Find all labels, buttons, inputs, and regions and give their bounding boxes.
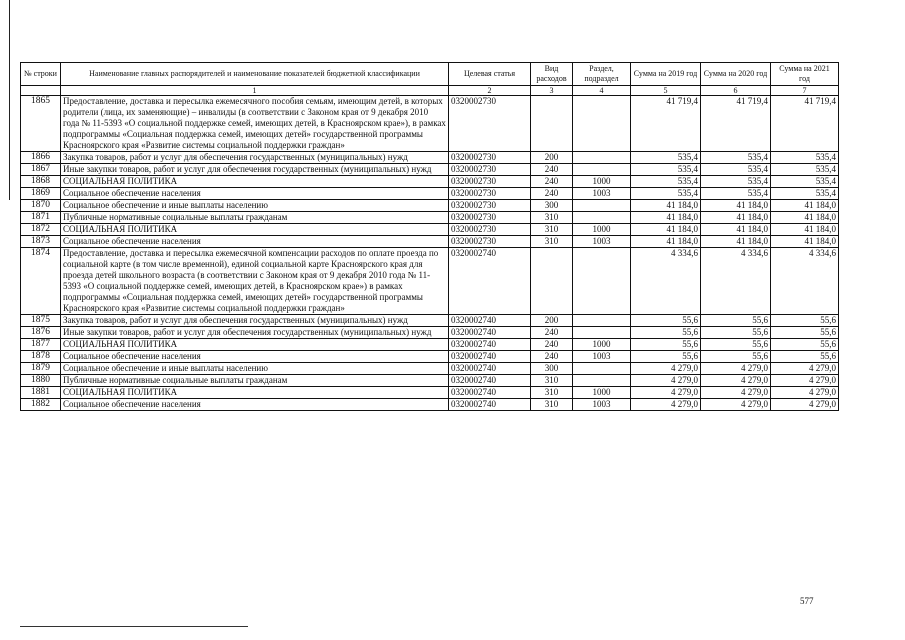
- table-row: [21, 200, 839, 212]
- row-expense-kind: 200: [531, 152, 573, 164]
- row-section: [573, 327, 631, 339]
- header-expense-kind: Вид расходов: [531, 63, 573, 86]
- row-sum-2020: 55,6: [701, 351, 771, 363]
- row-expense-kind: 240: [531, 164, 573, 176]
- row-name: СОЦИАЛЬНАЯ ПОЛИТИКА: [61, 339, 449, 351]
- page-left-edge-line: [9, 0, 10, 200]
- footer-rule: [20, 626, 248, 627]
- row-sum-2019: 4 279,0: [631, 399, 701, 411]
- table-row: [21, 176, 839, 188]
- row-expense-kind: 310: [531, 236, 573, 248]
- row-section: 1000: [573, 339, 631, 351]
- row-name: Социальное обеспечение населения: [61, 399, 449, 411]
- row-section: [573, 152, 631, 164]
- row-target-article: 0320002740: [449, 399, 531, 411]
- row-sum-2019: 55,6: [631, 339, 701, 351]
- column-number: 1: [61, 86, 449, 96]
- row-number: 1871: [21, 212, 61, 224]
- row-name: Социальное обеспечение и иные выплаты населению: [61, 200, 449, 212]
- row-expense-kind: 310: [531, 224, 573, 236]
- row-sum-2019: 41 719,4: [631, 96, 701, 152]
- row-sum-2019: 41 184,0: [631, 200, 701, 212]
- row-name: Закупка товаров, работ и услуг для обеспечения государственных (муниципальных) нужд: [61, 315, 449, 327]
- header-sum-2021: Сумма на 2021 год: [771, 63, 839, 86]
- row-sum-2021: 4 334,6: [771, 248, 839, 315]
- column-number: 7: [771, 86, 839, 96]
- row-number: 1865: [21, 96, 61, 152]
- row-target-article: 0320002730: [449, 200, 531, 212]
- row-sum-2019: 55,6: [631, 315, 701, 327]
- row-section: [573, 164, 631, 176]
- row-target-article: 0320002740: [449, 363, 531, 375]
- row-name: СОЦИАЛЬНАЯ ПОЛИТИКА: [61, 224, 449, 236]
- row-sum-2021: 535,4: [771, 152, 839, 164]
- row-sum-2020: 55,6: [701, 327, 771, 339]
- header-name: Наименование главных распорядителей и наименование показателей бюджетной классификации: [61, 63, 449, 86]
- column-numbers-row: [21, 86, 839, 96]
- row-number: 1882: [21, 399, 61, 411]
- table-row: [21, 164, 839, 176]
- table-row: [21, 387, 839, 399]
- row-sum-2019: 41 184,0: [631, 224, 701, 236]
- row-sum-2021: 55,6: [771, 315, 839, 327]
- table-row: [21, 327, 839, 339]
- table-row: [21, 188, 839, 200]
- table-row: [21, 399, 839, 411]
- row-expense-kind: 310: [531, 399, 573, 411]
- row-number: 1874: [21, 248, 61, 315]
- row-sum-2020: 535,4: [701, 188, 771, 200]
- row-target-article: 0320002740: [449, 339, 531, 351]
- row-sum-2020: 4 279,0: [701, 363, 771, 375]
- page-number: 577: [800, 596, 814, 606]
- row-sum-2021: 535,4: [771, 188, 839, 200]
- row-name: Предоставление, доставка и пересылка ежемесячной компенсации расходов по оплате проезда по социальной карте (в том числе временной), единой социальной карте Красноярского края для проезда детей школьного возраста (в соответствии с Законом края от 9 декабря 2010 года № 11-5393 «О социальной поддержке семей, имеющих детей, в Красноярском крае») в рамках подпрограммы «Социальная поддержка семей, имеющих детей» государственной программы Красноярского края «Развитие системы социальной поддержки граждан»: [61, 248, 449, 315]
- column-number: 3: [531, 86, 573, 96]
- column-number: 6: [701, 86, 771, 96]
- row-sum-2020: 55,6: [701, 315, 771, 327]
- row-name: СОЦИАЛЬНАЯ ПОЛИТИКА: [61, 176, 449, 188]
- row-number: 1872: [21, 224, 61, 236]
- row-expense-kind: 310: [531, 375, 573, 387]
- row-sum-2019: 4 334,6: [631, 248, 701, 315]
- row-section: [573, 248, 631, 315]
- row-sum-2021: 4 279,0: [771, 399, 839, 411]
- row-target-article: 0320002730: [449, 152, 531, 164]
- row-number: 1879: [21, 363, 61, 375]
- row-sum-2019: 535,4: [631, 164, 701, 176]
- row-name: Социальное обеспечение населения: [61, 236, 449, 248]
- row-expense-kind: 310: [531, 212, 573, 224]
- row-number: 1876: [21, 327, 61, 339]
- row-name: Предоставление, доставка и пересылка ежемесячного пособия семьям, имеющим детей, в которых родители (лица, их заменяющие) – инвалиды (в соответствии с Законом края от 9 декабря 2010 года № 11-5393 «О социальной поддержке семей, имеющих детей, в Красноярском крае»), в рамках подпрограммы «Социальная поддержка семей, имеющих детей» государственной программы Красноярского края «Развитие системы социальной поддержки граждан»: [61, 96, 449, 152]
- header-section: Раздел, подраздел: [573, 63, 631, 86]
- row-sum-2020: 41 184,0: [701, 236, 771, 248]
- row-target-article: 0320002740: [449, 315, 531, 327]
- row-expense-kind: 310: [531, 387, 573, 399]
- row-target-article: 0320002730: [449, 236, 531, 248]
- row-target-article: 0320002730: [449, 176, 531, 188]
- row-sum-2021: 4 279,0: [771, 387, 839, 399]
- row-sum-2021: 41 184,0: [771, 200, 839, 212]
- table-row: [21, 315, 839, 327]
- row-sum-2019: 4 279,0: [631, 363, 701, 375]
- row-sum-2021: 4 279,0: [771, 363, 839, 375]
- row-sum-2021: 55,6: [771, 327, 839, 339]
- row-name: Публичные нормативные социальные выплаты гражданам: [61, 212, 449, 224]
- row-name: Публичные нормативные социальные выплаты гражданам: [61, 375, 449, 387]
- row-expense-kind: 300: [531, 200, 573, 212]
- row-name: Закупка товаров, работ и услуг для обеспечения государственных (муниципальных) нужд: [61, 152, 449, 164]
- row-number: 1880: [21, 375, 61, 387]
- budget-table: [20, 62, 839, 411]
- row-expense-kind: 240: [531, 339, 573, 351]
- row-section: [573, 363, 631, 375]
- row-sum-2021: 41 184,0: [771, 236, 839, 248]
- row-section: [573, 200, 631, 212]
- row-sum-2019: 41 184,0: [631, 212, 701, 224]
- row-expense-kind: 240: [531, 327, 573, 339]
- row-target-article: 0320002740: [449, 248, 531, 315]
- row-section: [573, 315, 631, 327]
- row-number: 1870: [21, 200, 61, 212]
- row-sum-2021: 41 184,0: [771, 212, 839, 224]
- row-section: [573, 375, 631, 387]
- row-target-article: 0320002730: [449, 224, 531, 236]
- row-sum-2019: 4 279,0: [631, 387, 701, 399]
- row-sum-2019: 55,6: [631, 351, 701, 363]
- row-number: 1877: [21, 339, 61, 351]
- row-target-article: 0320002740: [449, 375, 531, 387]
- row-number: 1881: [21, 387, 61, 399]
- row-sum-2020: 4 279,0: [701, 375, 771, 387]
- row-expense-kind: 240: [531, 351, 573, 363]
- table-body: [21, 96, 839, 411]
- row-name: СОЦИАЛЬНАЯ ПОЛИТИКА: [61, 387, 449, 399]
- row-sum-2019: 55,6: [631, 327, 701, 339]
- row-sum-2020: 41 184,0: [701, 212, 771, 224]
- row-sum-2020: 41 719,4: [701, 96, 771, 152]
- row-number: 1878: [21, 351, 61, 363]
- column-number: 2: [449, 86, 531, 96]
- row-name: Иные закупки товаров, работ и услуг для обеспечения государственных (муниципальных) нужд: [61, 164, 449, 176]
- row-number: 1869: [21, 188, 61, 200]
- row-sum-2020: 41 184,0: [701, 224, 771, 236]
- row-sum-2019: 4 279,0: [631, 375, 701, 387]
- header-row-number: № строки: [21, 63, 61, 86]
- row-sum-2019: 41 184,0: [631, 236, 701, 248]
- row-sum-2021: 41 184,0: [771, 224, 839, 236]
- row-sum-2021: 535,4: [771, 176, 839, 188]
- row-sum-2021: 55,6: [771, 339, 839, 351]
- table-row: [21, 351, 839, 363]
- row-sum-2020: 41 184,0: [701, 200, 771, 212]
- row-target-article: 0320002740: [449, 387, 531, 399]
- row-section: 1003: [573, 399, 631, 411]
- row-expense-kind: [531, 96, 573, 152]
- table-row: [21, 339, 839, 351]
- row-sum-2020: 535,4: [701, 152, 771, 164]
- row-sum-2021: 41 719,4: [771, 96, 839, 152]
- row-section: 1003: [573, 236, 631, 248]
- row-expense-kind: 200: [531, 315, 573, 327]
- row-section: 1000: [573, 224, 631, 236]
- table-row: [21, 375, 839, 387]
- row-sum-2020: 535,4: [701, 164, 771, 176]
- row-name: Иные закупки товаров, работ и услуг для обеспечения государственных (муниципальных) нужд: [61, 327, 449, 339]
- row-number: 1868: [21, 176, 61, 188]
- table-row: [21, 152, 839, 164]
- row-number: 1875: [21, 315, 61, 327]
- table-row: [21, 224, 839, 236]
- row-sum-2019: 535,4: [631, 176, 701, 188]
- row-expense-kind: 300: [531, 363, 573, 375]
- row-name: Социальное обеспечение населения: [61, 188, 449, 200]
- header-target-article: Целевая статья: [449, 63, 531, 86]
- row-sum-2020: 535,4: [701, 176, 771, 188]
- row-expense-kind: 240: [531, 176, 573, 188]
- row-sum-2019: 535,4: [631, 188, 701, 200]
- row-sum-2020: 4 279,0: [701, 387, 771, 399]
- table-row: [21, 363, 839, 375]
- row-sum-2020: 4 279,0: [701, 399, 771, 411]
- row-name: Социальное обеспечение и иные выплаты населению: [61, 363, 449, 375]
- row-section: [573, 212, 631, 224]
- row-target-article: 0320002740: [449, 351, 531, 363]
- table-row: [21, 96, 839, 152]
- row-section: [573, 96, 631, 152]
- column-number: 4: [573, 86, 631, 96]
- row-target-article: 0320002730: [449, 164, 531, 176]
- row-expense-kind: [531, 248, 573, 315]
- row-number: 1873: [21, 236, 61, 248]
- row-number: 1867: [21, 164, 61, 176]
- row-sum-2019: 535,4: [631, 152, 701, 164]
- column-number-empty: [21, 86, 61, 96]
- table-header-row: [21, 63, 839, 86]
- row-sum-2020: 4 334,6: [701, 248, 771, 315]
- table-row: [21, 236, 839, 248]
- header-sum-2019: Сумма на 2019 год: [631, 63, 701, 86]
- table-row: [21, 248, 839, 315]
- row-expense-kind: 240: [531, 188, 573, 200]
- column-number: 5: [631, 86, 701, 96]
- row-target-article: 0320002740: [449, 327, 531, 339]
- row-sum-2020: 55,6: [701, 339, 771, 351]
- row-section: 1000: [573, 176, 631, 188]
- row-section: 1003: [573, 188, 631, 200]
- row-sum-2021: 535,4: [771, 164, 839, 176]
- row-sum-2021: 55,6: [771, 351, 839, 363]
- header-sum-2020: Сумма на 2020 год: [701, 63, 771, 86]
- row-section: 1000: [573, 387, 631, 399]
- row-sum-2021: 4 279,0: [771, 375, 839, 387]
- table-row: [21, 212, 839, 224]
- row-target-article: 0320002730: [449, 188, 531, 200]
- row-number: 1866: [21, 152, 61, 164]
- row-name: Социальное обеспечение населения: [61, 351, 449, 363]
- row-target-article: 0320002730: [449, 212, 531, 224]
- row-target-article: 0320002730: [449, 96, 531, 152]
- row-section: 1003: [573, 351, 631, 363]
